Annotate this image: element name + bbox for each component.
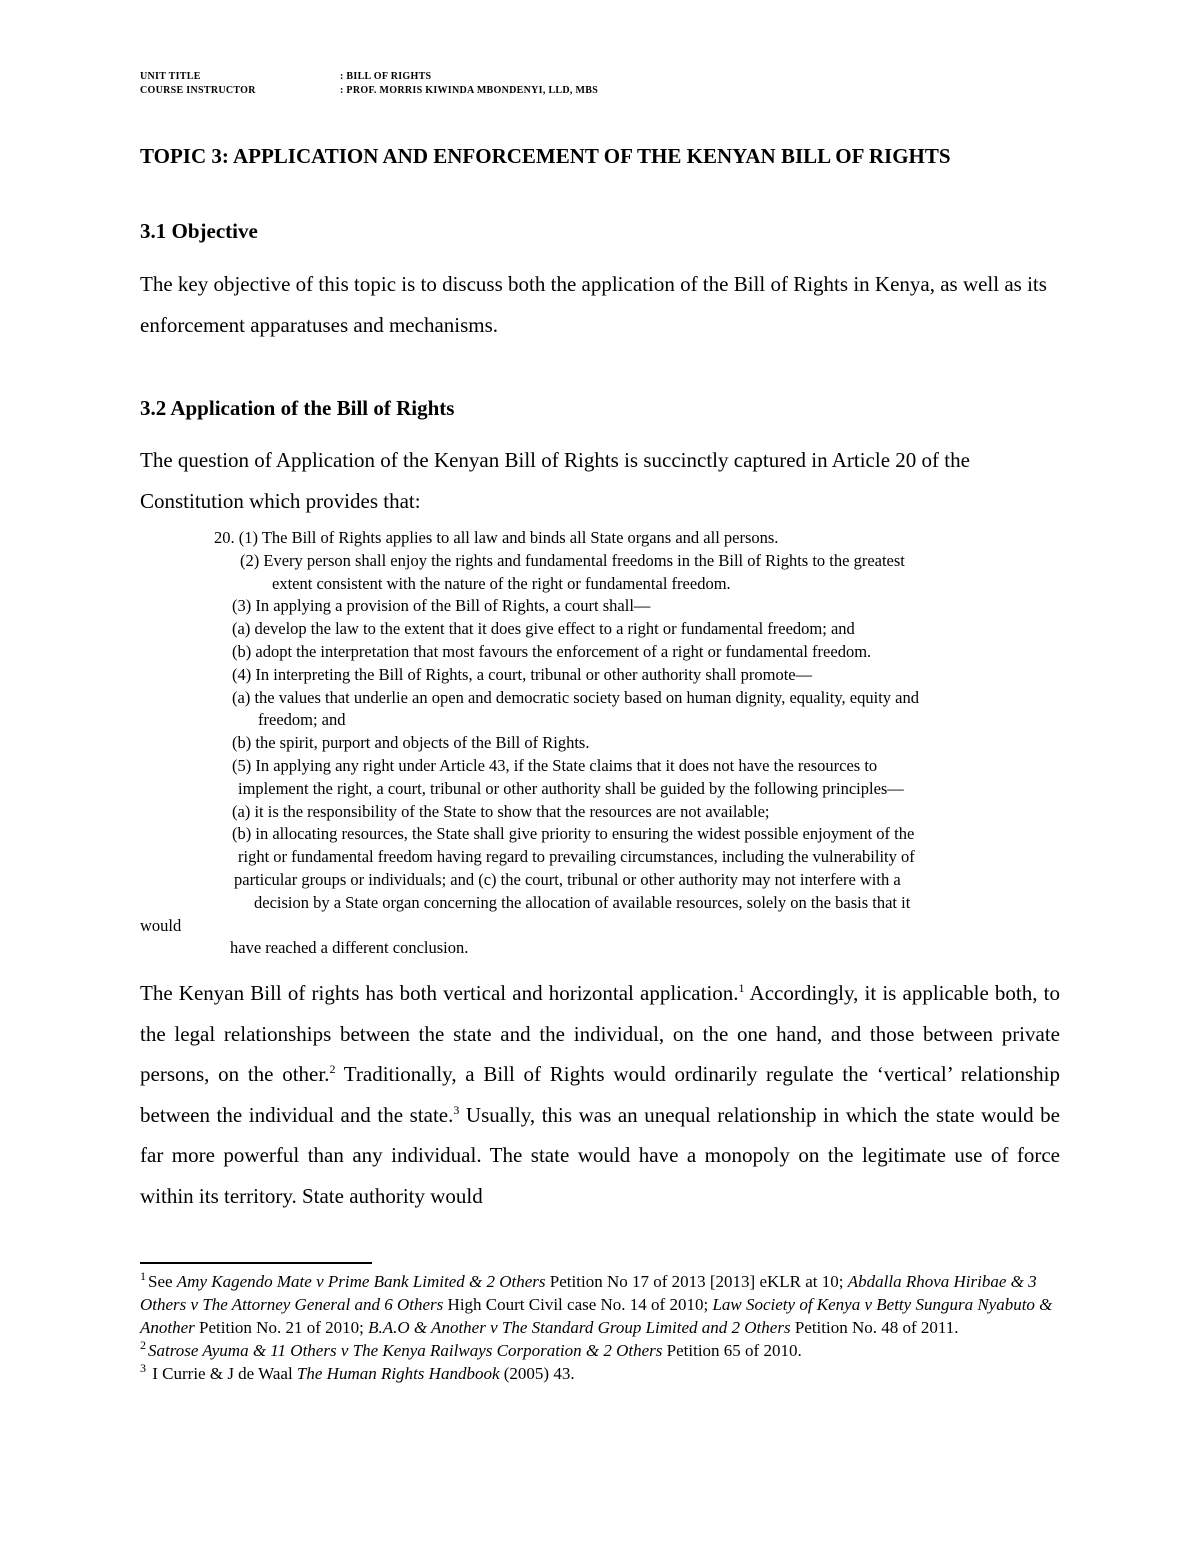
case-name: B.A.O & Another v The Standard Group Limited and 2 Others — [368, 1318, 791, 1337]
article-line: (b) in allocating resources, the State shall give priority to ensuring the widest possible enjoyment of the — [232, 824, 915, 844]
footnote-3 — [140, 1362, 1060, 1385]
instructor-value: : PROF. MORRIS KIWINDA MBONDENYI, LLD, MBS — [340, 85, 599, 96]
footnote-2 — [140, 1339, 1060, 1362]
case-name: Abdalla Rhova Hiribae & 3 Others v The Attorney General and 6 Others — [140, 1272, 1037, 1314]
article-line: have reached a different conclusion. — [230, 938, 469, 958]
footnote-text: High Court Civil case No. 14 of 2010; — [443, 1295, 713, 1314]
article-line: would — [140, 915, 182, 935]
footnotes — [140, 1270, 1060, 1385]
footnote-text: Petition No. 21 of 2010; — [194, 1318, 369, 1337]
footnote-text: See — [148, 1272, 177, 1291]
topic-title: TOPIC 3: APPLICATION AND ENFORCEMENT OF THE KENYAN BILL OF RIGHTS — [140, 144, 951, 168]
book-title: The Human Rights Handbook — [296, 1364, 500, 1383]
article-line: decision by a State organ concerning the allocation of available resources, solely on the basis that it — [254, 892, 911, 912]
case-name: Satrose Ayuma & 11 Others v The Kenya Railways Corporation & 2 Others — [148, 1341, 663, 1360]
footnote-text: Petition 65 of 2010. — [662, 1341, 802, 1360]
instructor-label: COURSE INSTRUCTOR — [140, 85, 256, 96]
article-line: (b) the spirit, purport and objects of the Bill of Rights. — [232, 733, 590, 753]
article-line: (b) adopt the interpretation that most favours the enforcement of a right or fundamental freedom. — [232, 641, 872, 661]
article-line: extent consistent with the nature of the right or fundamental freedom. — [272, 573, 731, 593]
article-line: (5) In applying any right under Article 43, if the State claims that it does not have the resources to — [232, 755, 878, 775]
footnote-number: 2 — [140, 1338, 146, 1353]
article-20-quote — [140, 527, 1070, 960]
article-line: (a) it is the responsibility of the State to show that the resources are not available; — [232, 801, 770, 821]
footnote-text: Petition No. 48 of 2011. — [790, 1318, 959, 1337]
article-line: implement the right, a court, tribunal or other authority shall be guided by the following principles— — [238, 778, 904, 798]
unit-title-label: UNIT TITLE — [140, 71, 201, 82]
footnote-1 — [140, 1270, 1060, 1339]
header-unit-title-row — [140, 70, 598, 84]
footnote-separator — [140, 1262, 372, 1264]
application-heading: 3.2 Application of the Bill of Rights — [140, 396, 455, 420]
footnote-ref-2[interactable]: 2 — [329, 1062, 336, 1076]
article-line: (4) In interpreting the Bill of Rights, a court, tribunal or other authority shall promote— — [232, 664, 813, 684]
footnote-number: 1 — [140, 1269, 146, 1284]
document-header — [140, 70, 598, 98]
case-name: Amy Kagendo Mate v Prime Bank Limited & 2 Others — [176, 1272, 546, 1291]
body-text: Usually, this was an unequal relationship in which the state would be far more powerful than any individual. The state would have a monopoly on the legitimate use of force within its territory. State authority would — [140, 1102, 1060, 1208]
objective-text: The key objective of this topic is to discuss both the application of the Bill of Rights in Kenya, as well as its enforcement apparatuses and mechanisms. — [140, 272, 1047, 337]
application-intro: The question of Application of the Kenyan Bill of Rights is succinctly captured in Article 20 of the Constitution which provides that: — [140, 448, 970, 513]
article-line: 20. (1) The Bill of Rights applies to all law and binds all State organs and all persons. — [214, 528, 779, 547]
case-name: Law Society of Kenya v Betty Sungura Nyabuto & Another — [140, 1295, 1053, 1337]
article-line: (3) In applying a provision of the Bill of Rights, a court shall— — [232, 596, 651, 616]
article-line: (a) develop the law to the extent that it does give effect to a right or fundamental freedom; and — [232, 619, 855, 639]
body-text: Accordingly, it is applicable both, to the legal relationships between the state and the individual, on the one hand, and those between private persons, on the other. — [140, 981, 1060, 1086]
article-line: (2) Every person shall enjoy the rights and fundamental freedoms in the Bill of Rights to the greatest — [240, 550, 905, 570]
article-line: particular groups or individuals; and (c) the court, tribunal or other authority may not interfere with a — [234, 869, 901, 889]
footnote-ref-3[interactable]: 3 — [453, 1102, 460, 1117]
body-paragraph — [140, 973, 1060, 1216]
unit-title-value: : BILL OF RIGHTS — [340, 71, 432, 82]
footnote-text: I Currie & J de Waal — [148, 1364, 297, 1383]
objective-heading: 3.1 Objective — [140, 219, 258, 243]
footnote-text: Petition No 17 of 2013 [2013] eKLR at 10; — [545, 1272, 848, 1291]
footnote-number: 3 — [140, 1361, 146, 1376]
footnote-ref-1[interactable]: 1 — [738, 981, 745, 995]
footnote-text: (2005) 43. — [499, 1364, 575, 1383]
article-line: right or fundamental freedom having regard to prevailing circumstances, including the vulnerability of — [238, 847, 915, 867]
header-instructor-row — [140, 84, 598, 98]
body-text: The Kenyan Bill of rights has both vertical and horizontal application. — [140, 981, 739, 1005]
article-line: (a) the values that underlie an open and democratic society based on human dignity, equality, equity and — [232, 687, 919, 707]
body-text: Traditionally, a Bill of Rights would ordinarily regulate the ‘vertical’ relationship between the individual and the state. — [140, 1062, 1060, 1127]
article-line: freedom; and — [258, 710, 346, 730]
